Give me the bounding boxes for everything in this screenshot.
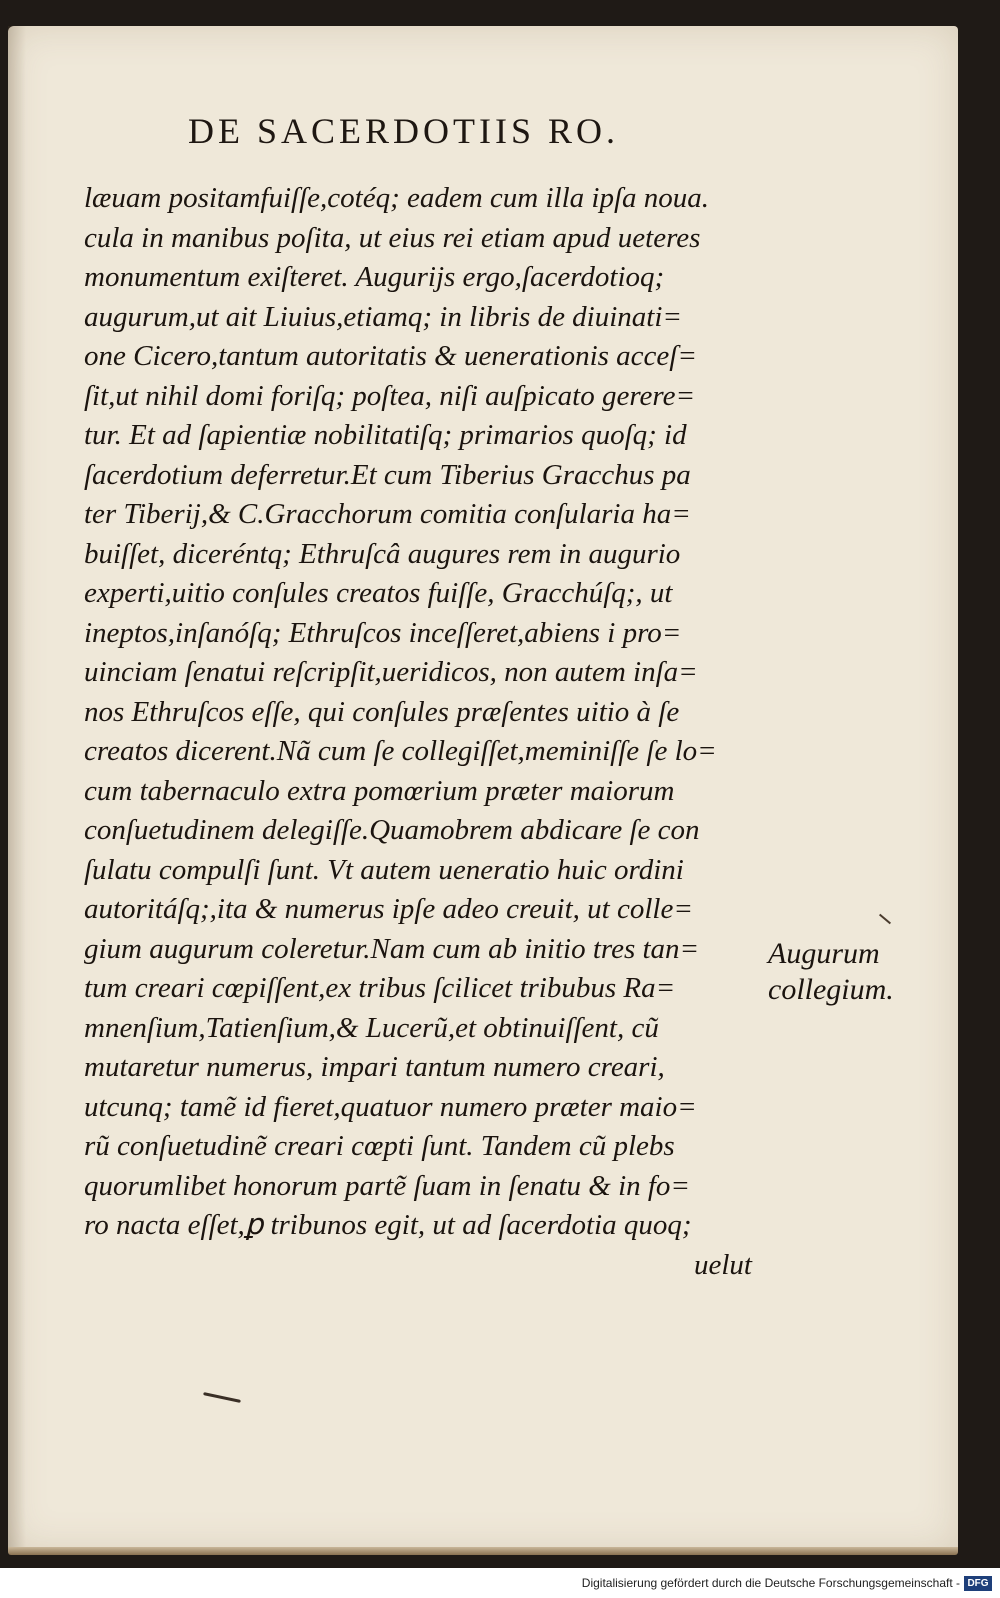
text-line: tum creari cœpiſſent,ex tribus ſcilicet tribubus Ra= bbox=[84, 972, 676, 1004]
marginal-note-line: Augurum bbox=[768, 937, 880, 970]
text-line: ro nacta eſſet,ꝑ tribunos egit, ut ad ſacerdotia quoq; bbox=[84, 1209, 692, 1241]
text-line: ter Tiberij,& C.Gracchorum comitia conſularia ha= bbox=[84, 498, 691, 530]
text-line: tur. Et ad ſapientiæ nobilitatiſq; primarios quoſq; id bbox=[84, 419, 687, 451]
margin-tick-mark bbox=[879, 914, 891, 925]
running-head: DE SACERDOTIIS RO. bbox=[188, 111, 620, 151]
text-line: læuam positamfuiſſe,cotéq; eadem cum illa ipſa noua. bbox=[84, 182, 710, 214]
text-line: gium augurum coleretur.Nam cum ab initio tres tan= bbox=[84, 932, 700, 965]
text-line: rũ conſuetudinẽ creari cœpti ſunt. Tandem cũ plebs bbox=[84, 1130, 675, 1162]
body-text bbox=[84, 179, 764, 1285]
text-line: conſuetudinem delegiſſe.Quamobrem abdicare ſe con bbox=[84, 814, 700, 846]
text-line: utcunq; tamẽ id fieret,quatuor numero præter maio= bbox=[84, 1090, 697, 1123]
text-line: one Cicero,tantum autoritatis & uenerationis acceſ= bbox=[84, 340, 697, 372]
text-line: buiſſet, diceréntq; Ethruſcâ augures rem in augurio bbox=[84, 537, 681, 570]
text-line: uinciam ſenatui reſcripſit,ueridicos, non autem inſa= bbox=[84, 656, 698, 688]
text-line: monumentum exiſteret. Augurijs ergo,ſacerdotioq; bbox=[84, 261, 665, 293]
text-line: mutaretur numerus, impari tantum numero creari, bbox=[84, 1051, 665, 1083]
page-edge bbox=[8, 1547, 958, 1555]
text-line: creatos dicerent.Nã cum ſe collegiſſet,meminiſſe ſe lo= bbox=[84, 735, 717, 767]
dfg-logo-icon: DFG bbox=[964, 1576, 992, 1591]
footer-bar bbox=[0, 1568, 1000, 1598]
text-line: quorumlibet honorum partẽ ſuam in ſenatu & in fo= bbox=[84, 1169, 690, 1202]
text-line: nos Ethruſcos eſſe, qui conſules præſentes uitio à ſe bbox=[84, 695, 680, 728]
footer-credit: Digitalisierung gefördert durch die Deutsche Forschungsgemeinschaft - bbox=[581, 1576, 960, 1590]
catchword: uelut bbox=[694, 1248, 752, 1281]
text-line: ineptos,inſanóſq; Ethruſcos inceſſeret,abiens i pro= bbox=[84, 616, 682, 649]
text-line: cula in manibus poſita, ut eius rei etiam apud ueteres bbox=[84, 221, 701, 254]
ink-stroke-mark bbox=[203, 1392, 241, 1403]
text-line: ſit,ut nihil domi foriſq; poſtea, niſi auſpicato gerere= bbox=[84, 379, 696, 412]
marginal-note bbox=[768, 936, 894, 1008]
text-line: ſulatu compulſi ſunt. Vt autem ueneratio huic ordini bbox=[84, 853, 684, 886]
text-line: mnenſium,Tatienſium,& Lucerũ,et obtinuiſſent, cũ bbox=[84, 1011, 659, 1044]
text-line: ſacerdotium deferretur.Et cum Tiberius Gracchus pa bbox=[84, 458, 691, 491]
text-line: augurum,ut ait Liuius,etiamq; in libris de diuinati= bbox=[84, 300, 682, 333]
text-line: experti,uitio conſules creatos fuiſſe, Gracchúſq;, ut bbox=[84, 577, 673, 609]
book-page bbox=[8, 26, 958, 1551]
text-line: autoritáſq;,ita & numerus ipſe adeo creuit, ut colle= bbox=[84, 893, 693, 925]
text-line: cum tabernaculo extra pomœrium præter maiorum bbox=[84, 774, 675, 807]
marginal-note-line: collegium. bbox=[768, 973, 894, 1006]
